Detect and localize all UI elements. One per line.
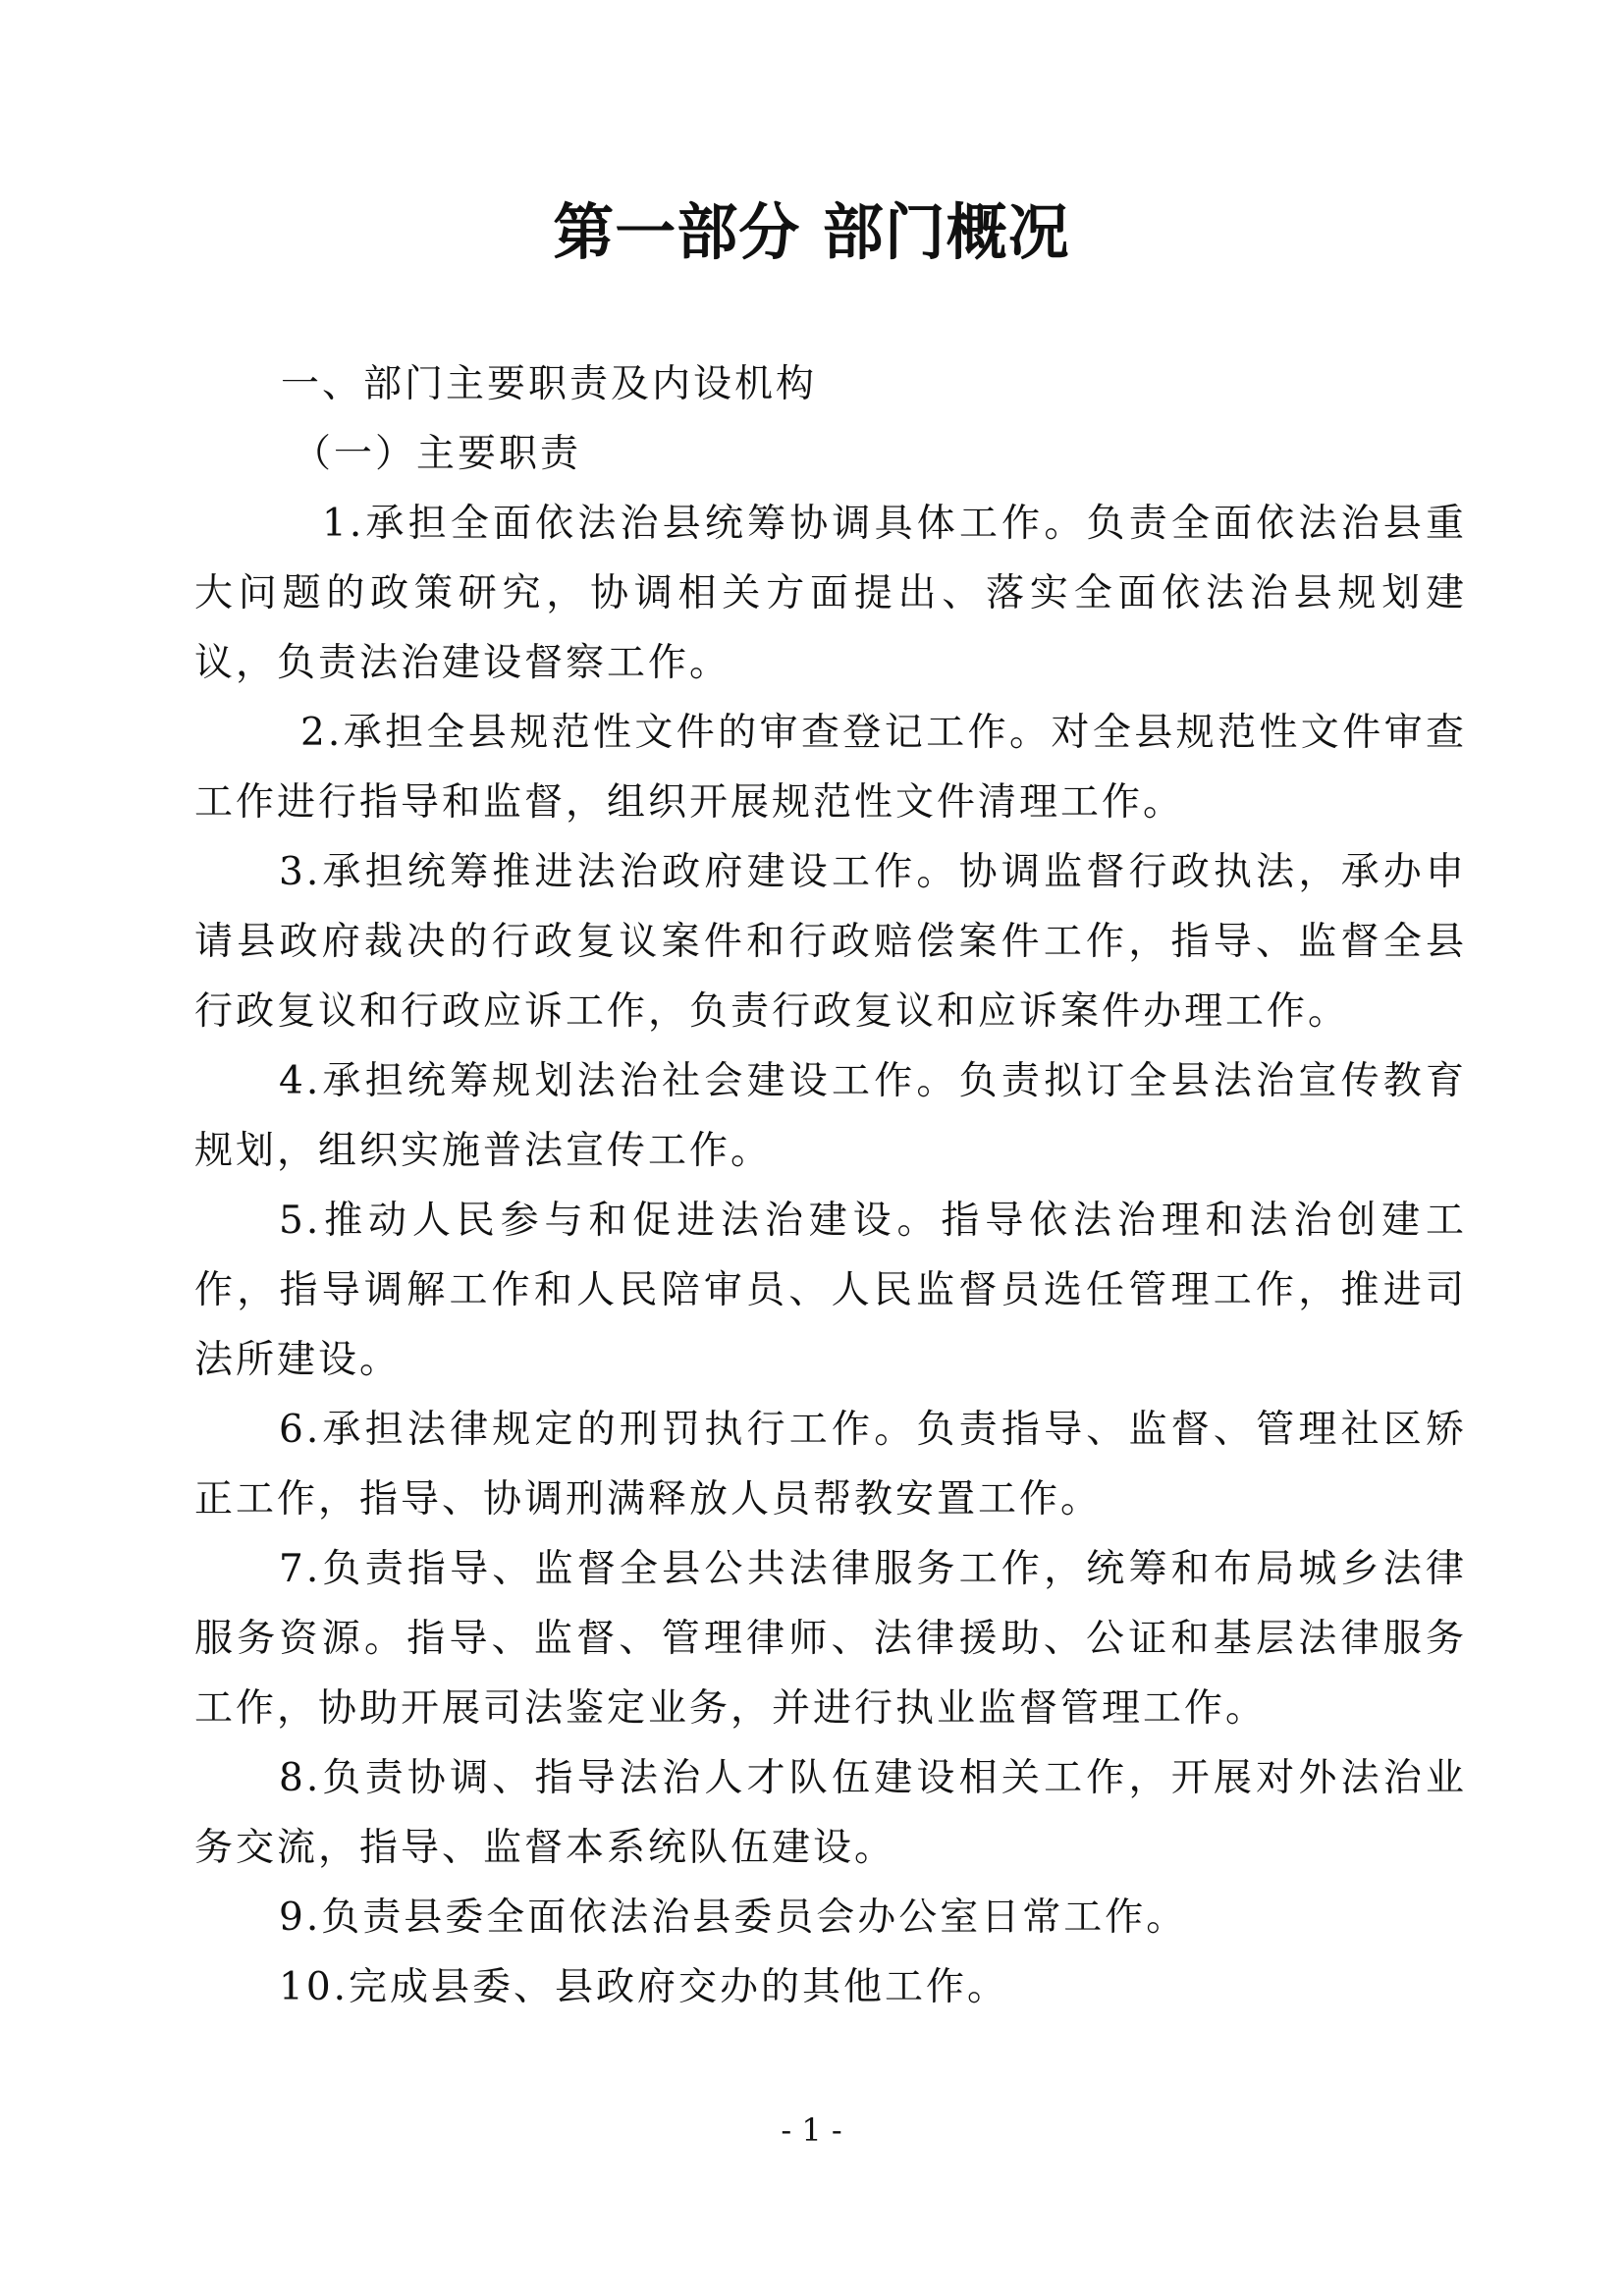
duty-paragraph-5: 5.推动人民参与和促进法治建设。指导依法治理和法治创建工作，指导调解工作和人民陪审员、人民监督员选任管理工作，推进司法所建设。 xyxy=(194,1199,1467,1382)
duty-paragraph-7: 7.负责指导、监督全县公共法律服务工作，统筹和布局城乡法律服务资源。指导、监督、管理律师、法律援助、公证和基层法律服务工作，协助开展司法鉴定业务，并进行执业监督管理工作。 xyxy=(194,1547,1467,1731)
duty-paragraph-8: 8.负责协调、指导法治人才队伍建设相关工作，开展对外法治业务交流，指导、监督本系统队伍建设。 xyxy=(194,1756,1467,1870)
duty-paragraph-3: 3.承担统筹推进法治政府建设工作。协调监督行政执法，承办申请县政府裁决的行政复议案件和行政赔偿案件工作，指导、监督全县行政复议和行政应诉工作，负责行政复议和应诉案件办理工作。 xyxy=(194,850,1467,1034)
duty-paragraph-4: 4.承担统筹规划法治社会建设工作。负责拟订全县法治宣传教育规划，组织实施普法宣传工作。 xyxy=(194,1059,1467,1173)
duty-paragraph-10: 10.完成县委、县政府交办的其他工作。 xyxy=(279,1965,1009,2009)
subsection-heading: （一）主要职责 xyxy=(293,432,582,476)
document-body xyxy=(194,349,1467,2022)
duty-paragraph-9: 9.负责县委全面依法治县委员会办公室日常工作。 xyxy=(279,1896,1188,1940)
section-heading: 一、部门主要职责及内设机构 xyxy=(281,362,818,406)
duty-paragraph-2: 2.承担全县规范性文件的审查登记工作。对全县规范性文件审查工作进行指导和监督，组织开展规范性文件清理工作。 xyxy=(194,711,1467,825)
duty-paragraph-1: 1.承担全面依法治县统筹协调具体工作。负责全面依法治县重大问题的政策研究，协调相关方面提出、落实全面依法治县规划建议，负责法治建设督察工作。 xyxy=(194,502,1467,685)
page-title: 第一部分 部门概况 xyxy=(553,196,1070,268)
page-number: - 1 - xyxy=(781,2111,842,2149)
duty-paragraph-6: 6.承担法律规定的刑罚执行工作。负责指导、监督、管理社区矫正工作，指导、协调刑满释放人员帮教安置工作。 xyxy=(194,1408,1467,1522)
